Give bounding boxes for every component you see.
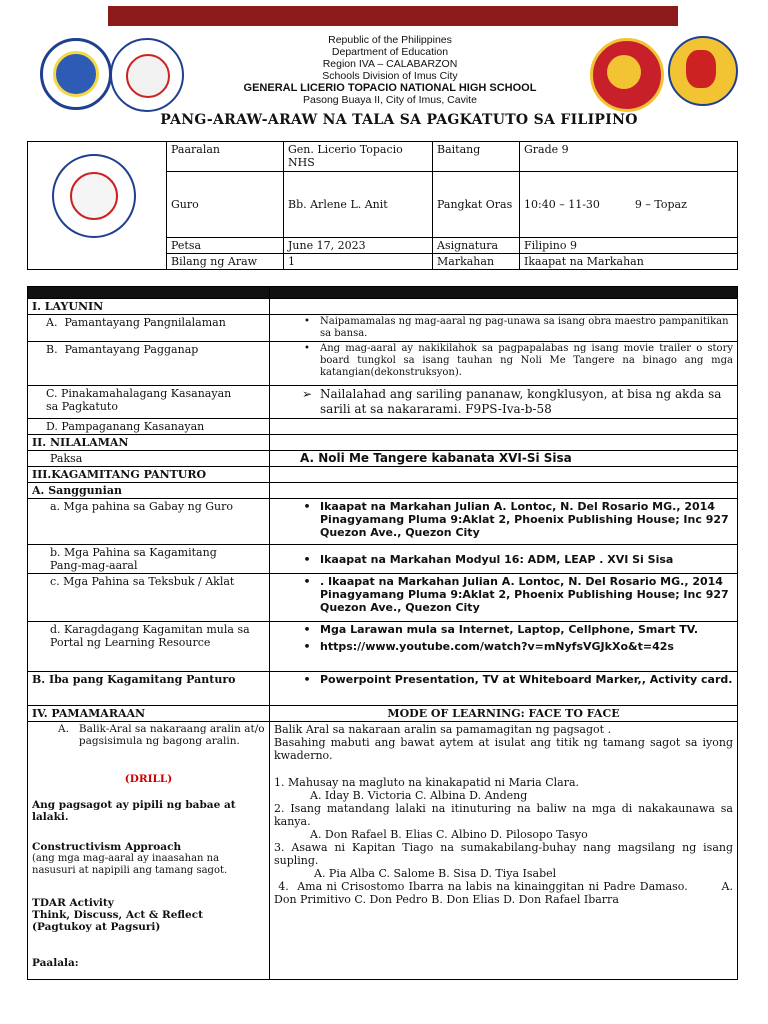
paksa-value: A. Noli Me Tangere kabanata XVI-Si Sisa xyxy=(270,451,738,467)
karagdagang-value-cell xyxy=(270,622,738,672)
paaralan-label: Paaralan xyxy=(167,142,284,172)
pangkat-label: Pangkat Oras xyxy=(433,172,520,238)
header-line2: Department of Education xyxy=(331,46,449,58)
guro-value: Bb. Arlene L. Anit xyxy=(284,172,433,238)
school-seal-icon xyxy=(590,38,664,112)
kagamitan-empty xyxy=(270,467,738,483)
question-3-choices: A. Pia Alba C. Salome B. Sisa D. Tiya Isabel xyxy=(314,867,557,880)
bullet-icon: • xyxy=(304,343,310,354)
deped-division-seal-icon xyxy=(110,38,184,112)
kasanayan-value-cell xyxy=(270,386,738,419)
pamantayang-pangnilalaman xyxy=(28,315,270,342)
layunin-empty xyxy=(270,299,738,315)
b-text: Pamantayang Pagganap xyxy=(64,343,199,356)
petsa-value: June 17, 2023 xyxy=(284,238,433,254)
guro-label: Guro xyxy=(167,172,284,238)
logo-cell xyxy=(28,142,167,270)
bilang-label: Bilang ng Araw xyxy=(167,254,284,270)
sc-value: . Ikaapat na Markahan Julian A. Lontoc, N. Del Rosario MG., 2014 Pinagyamang Pluma 9:Aklat 2, Phoenix Publishing House; Inc 927 Quezon Ave., Quezon City xyxy=(320,575,729,614)
constructivism-note: (ang mga mag-aaral ay inaasahan na nasusuri at napipili ang tamang sagot. xyxy=(32,853,228,876)
mode-of-learning: MODE OF LEARNING: FACE TO FACE xyxy=(270,706,738,722)
pamamaraan-right-cell xyxy=(270,722,738,980)
pagsagot-note: Ang pagsagot ay pipili ng babae at lalaki. xyxy=(32,799,236,823)
header-line4: Schools Division of Imus City xyxy=(322,70,458,82)
drill-label: (DRILL) xyxy=(124,773,173,785)
b-label: B. xyxy=(46,343,58,356)
tdar-pagtukoy: (Pagtukoy at Pagsuri) xyxy=(32,921,161,933)
baitang-label: Baitang xyxy=(433,142,520,172)
baitang-value: Grade 9 xyxy=(520,142,738,172)
youtube-link[interactable]: https://www.youtube.com/watch?v=mNyfsVGJkXo&t=42s xyxy=(320,640,674,653)
asignatura-value: Filipino 9 xyxy=(520,238,738,254)
header-line1: Republic of the Philippines xyxy=(328,34,452,46)
school-name: GENERAL LICERIO TOPACIO NATIONAL HIGH SCHOOL xyxy=(243,82,537,94)
letterhead xyxy=(190,34,590,106)
lesson-plan-table xyxy=(27,286,738,980)
info-table xyxy=(27,141,738,270)
arrow-bullet-icon: ➢ xyxy=(301,387,313,401)
markahan-value: Ikaapat na Markahan xyxy=(520,254,738,270)
a-label: A. xyxy=(46,316,58,329)
bullet-icon: • xyxy=(303,500,311,513)
pangkat-value: 10:40 – 11-30 9 – Topaz xyxy=(520,172,738,238)
pinakamahalagang-kasanayan: C. Pinakamahalagang Kasanayan sa Pagkatuto xyxy=(28,386,270,419)
table-header-left xyxy=(28,287,270,299)
school-mascot-seal-icon xyxy=(668,36,738,106)
header-line3: Region IVA – CALABARZON xyxy=(322,58,458,70)
pamamaraan-heading: IV. PAMAMARAAN xyxy=(28,706,270,722)
question-2-choices: A. Don Rafael B. Elias C. Albino D. Pilosopo Tasyo xyxy=(310,828,588,841)
teksbuk-value-cell xyxy=(270,574,738,622)
question-2: 2. Isang matandang lalaki na itinuturing na baliw na mga di nakakaunawa sa kanya. xyxy=(274,802,733,828)
gabay-ng-guro: a. Mga pahina sa Gabay ng Guro xyxy=(28,499,270,545)
constructivism-heading: Constructivism Approach xyxy=(32,841,182,853)
balik-aral-instruction: Balik Aral sa nakaraan aralin sa pamamagitan ng pagsagot . xyxy=(274,723,612,736)
iba-value-cell xyxy=(270,672,738,706)
pampaganang-kasanayan: D. Pampaganang Kasanayan xyxy=(28,419,270,435)
question-3: 3. Asawa ni Kapitan Tiago na sumakabilang-buhay nang magsilang ng isang supling. xyxy=(274,841,733,867)
pangnilalaman-value-cell xyxy=(270,315,738,342)
nilalaman-empty xyxy=(270,435,738,451)
question-1-choices: A. Iday B. Victoria C. Albina D. Andeng xyxy=(310,789,528,802)
bullet-icon: • xyxy=(304,316,310,327)
karagdagang-kagamitan: d. Karagdagang Kagamitan mula sa Portal ng Learning Resource xyxy=(28,622,270,672)
basahing-instruction: Basahing mabuti ang bawat aytem at isulat ang titik ng tamang sagot sa iyong kwaderno. xyxy=(274,736,733,762)
paaralan-value: Gen. Licerio Topacio NHS xyxy=(284,142,433,172)
bullet-icon: • xyxy=(303,640,311,653)
tdar-heading: TDAR Activity xyxy=(32,897,114,909)
bullet-icon: • xyxy=(303,575,311,588)
pa-label: A. xyxy=(58,723,69,735)
bullet-icon: • xyxy=(303,673,311,686)
pamamaraan-left-cell xyxy=(28,722,270,980)
paalala-label: Paalala: xyxy=(32,957,79,969)
gabay-value-cell xyxy=(270,499,738,545)
paksa-label: Paksa xyxy=(28,451,270,467)
kagawaran-seal-icon xyxy=(40,38,112,110)
question-4: 4. Ama ni Crisostomo Ibarra na labis na kinainggitan ni Padre Damaso. A. Don Primitivo C. Don Pedro B. Don Elias D. Don Rafael Ibarra xyxy=(274,880,737,906)
pa-text: Balik-Aral sa nakaraang aralin at/o pagsisimula ng bagong aralin. xyxy=(78,723,265,747)
sb-value: Ikaapat na Markahan Modyul 16: ADM, LEAP . XVI Si Sisa xyxy=(320,552,674,566)
document-title: PANG-ARAW-ARAW NA TALA SA PAGKATUTO SA FILIPINO xyxy=(160,112,638,128)
sd-value1: Mga Larawan mula sa Internet, Laptop, Cellphone, Smart TV. xyxy=(320,623,699,636)
sanggunian-empty xyxy=(270,483,738,499)
iba-pang-kagamitan: B. Iba pang Kagamitang Panturo xyxy=(28,672,270,706)
header-red-bar xyxy=(108,6,678,26)
bullet-icon: • xyxy=(303,623,311,636)
kagamitan-heading: III.KAGAMITANG PANTURO xyxy=(28,467,270,483)
deped-logo-icon xyxy=(52,154,136,238)
bilang-value: 1 xyxy=(284,254,433,270)
a-text: Pamantayang Pangnilalaman xyxy=(64,316,226,329)
petsa-label: Petsa xyxy=(167,238,284,254)
nilalaman-heading: II. NILALAMAN xyxy=(28,435,270,451)
markahan-label: Markahan xyxy=(433,254,520,270)
pang-mag-aaral-value-cell xyxy=(270,545,738,574)
pagganap-value-cell xyxy=(270,342,738,386)
layunin-heading: I. LAYUNIN xyxy=(28,299,270,315)
teksbuk-aklat: c. Mga Pahina sa Teksbuk / Aklat xyxy=(28,574,270,622)
sa-value: Ikaapat na Markahan Julian A. Lontoc, N. Del Rosario MG., 2014 Pinagyamang Pluma 9:Aklat 2, Phoenix Publishing House; Inc 927 Quezon Ave., Quezon City xyxy=(320,500,729,539)
school-address: Pasong Buaya II, City of Imus, Cavite xyxy=(303,94,477,106)
iba-value: Powerpoint Presentation, TV at Whiteboard Marker,, Activity card. xyxy=(320,673,733,686)
pampaganang-empty xyxy=(270,419,738,435)
tdar-subheading: Think, Discuss, Act & Reflect xyxy=(32,909,203,921)
sanggunian-heading: A. Sanggunian xyxy=(28,483,270,499)
c-value: Nailalahad ang sariling pananaw, kongklusyon, at bisa ng akda sa sarili at sa nakararami. F9PS-Iva-b-58 xyxy=(320,387,722,416)
pamantayang-pagganap xyxy=(28,342,270,386)
kagamitang-pang-mag-aaral: b. Mga Pahina sa Kagamitang Pang-mag-aaral xyxy=(28,545,270,574)
a-value: Naipamamalas ng mag-aaral ng pag-unawa sa isang obra maestro pampanitikan sa bansa. xyxy=(320,316,729,339)
asignatura-label: Asignatura xyxy=(433,238,520,254)
b-value: Ang mag-aaral ay nakikilahok sa pagpapalabas ng isang movie trailer o story board tungkol sa isang tauhan ng Noli Me Tangere na binago ang mga katangian(dekonstruksyon). xyxy=(320,343,733,378)
question-1: 1. Mahusay na magluto na kinakapatid ni Maria Clara. xyxy=(274,776,580,789)
bullet-icon: • xyxy=(303,552,311,566)
table-header-right xyxy=(270,287,738,299)
